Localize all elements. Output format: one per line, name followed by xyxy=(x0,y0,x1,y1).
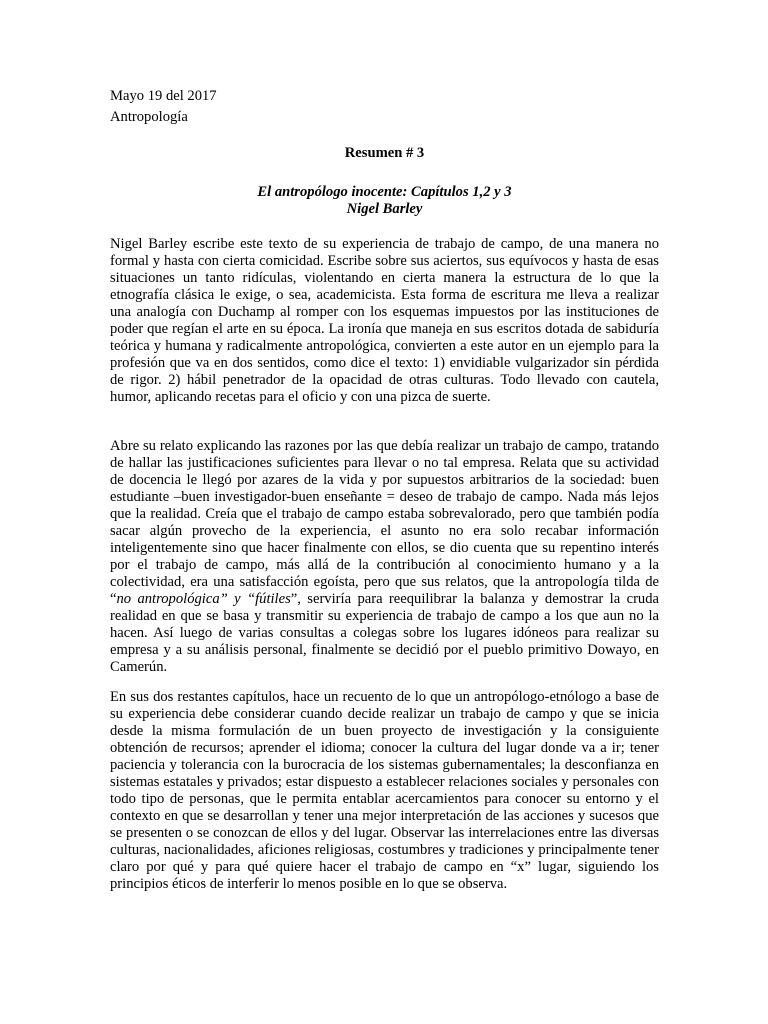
paragraph-2-end: ”, serviría para reequilibrar la balanza y demostrar la cruda realidad en que se basa y transmitir su experiencia de trabajo de campo a los que aun no la hacen. Así luego de varias consultas a colegas sobre los lugares idóneos para realizar su empresa y a su análisis personal, finalmente se decidió por el pueblo primitivo Dowayo, en Camerún. xyxy=(110,591,659,675)
document-date: Mayo 19 del 2017 xyxy=(110,88,217,104)
document-subtitle: El antropólogo inocente: Capítulos 1,2 y 3 xyxy=(257,184,512,200)
paragraph-2 xyxy=(110,438,659,676)
paragraph-2-italic-quote: no antropológica” y “fútiles xyxy=(116,591,291,607)
paragraph-2-start: Abre su relato explicando las razones por las que debía realizar un trabajo de campo, tratando de hallar las justificaciones suficientes para llevar o no tal empresa. Relata que su actividad de docencia le llegó por azares de la vida y por supuestos arbitrarios de la sociedad: buen estudiante –buen investigador-buen enseñante = deseo de trabajo de campo. Nada más lejos que la realidad. Creía que el trabajo de campo estaba sobrevalorado, pero que también podía sacar algún provecho de la experiencia, el asunto no era solo recabar información inteligentemente sino que hacer finalmente con ellos, se dio cuenta que su repentino interés por el trabajo de campo, más allá de la contribución al conocimiento humano y a la colectividad, era una satisfacción egoísta, pero que sus relatos, que la antropología tilda de “ xyxy=(110,438,659,607)
paragraph-3: En sus dos restantes capítulos, hace un recuento de lo que un antropólogo-etnólogo a base de su experiencia debe considerar cuando decide realizar un trabajo de campo y que se inicia desde la misma formulación de un buen proyecto de investigación y la consiguiente obtención de recursos; aprender el idioma; conocer la cultura del lugar donde va a ir; tener paciencia y tolerancia con la burocracia de los sistemas gubernamentales; la desconfianza en sistemas estatales y privados; estar dispuesto a establecer relaciones sociales y personales con todo tipo de personas, que le permita entablar acercamientos para conocer su entorno y el contexto en que se desarrollan y tener una mejor interpretación de las acciones y sucesos que se presenten o se conozcan de ellos y del lugar. Observar las interrelaciones entre las diversas culturas, nacionalidades, aficiones religiosas, costumbres y tradiciones y principalmente tener claro por qué y para qué quiere hacer el trabajo de campo en “x” lugar, siguiendo los principios éticos de interferir lo menos posible en lo que se observa. xyxy=(110,689,659,892)
document-subtitle-block xyxy=(110,184,659,218)
paragraph-1: Nigel Barley escribe este texto de su experiencia de trabajo de campo, de una manera no formal y hasta con cierta comicidad. Escribe sobre sus aciertos, sus equívocos y hasta de esas situaciones un tanto ridículas, violentando en cierta manera la estructura de lo que la etnografía clásica le exige, o sea, academicista. Esta forma de escritura me lleva a realizar una analogía con Duchamp al romper con los esquemas impuestos por las instituciones de poder que regían el arte en su época. La ironía que maneja en sus escritos dotada de sabiduría teórica y humana y radicalmente antropológica, convierten a este autor en un ejemplo para la profesión que va en dos sentidos, como dice el texto: 1) envidiable vulgarizador sin pérdida de rigor. 2) hábil penetrador de la opacidad de otras culturas. Todo llevado con cautela, humor, aplicando recetas para el oficio y con una pizca de suerte. xyxy=(110,236,659,405)
document-subject: Antropología xyxy=(110,109,188,125)
document-header xyxy=(110,86,670,128)
document-author: Nigel Barley xyxy=(346,201,423,217)
document-title: Resumen # 3 xyxy=(344,145,425,161)
